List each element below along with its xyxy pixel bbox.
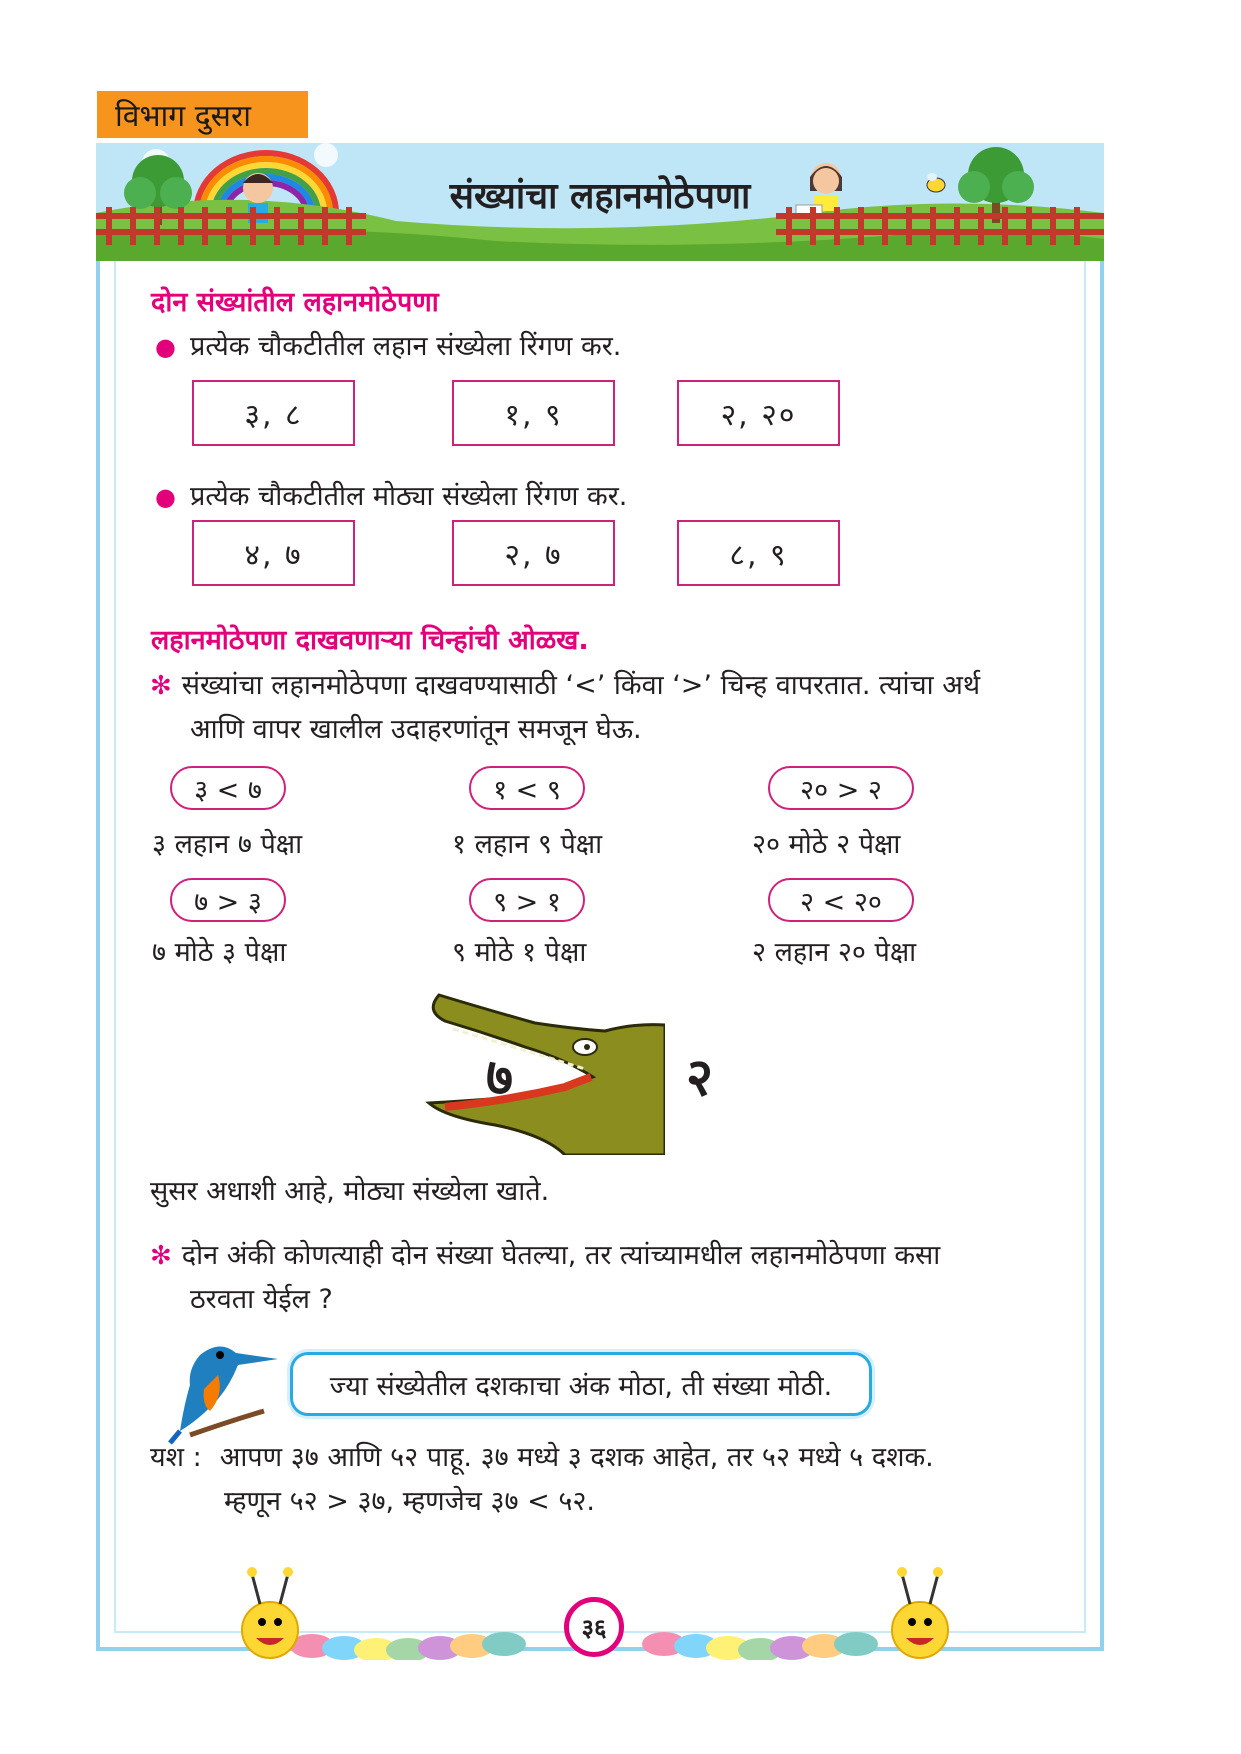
question-paragraph: ✻ दोन अंकी कोणत्याही दोन संख्या घेतल्या, तर त्यांच्यामधील लहानमोठेपणा कसा ठरवता येईल ? [150,1240,941,1315]
kingfisher-illustration [160,1335,280,1445]
section-tag: विभाग दुसरा [97,91,308,138]
example-expression: ३ < ७ [170,766,286,810]
number-box[interactable]: १, ९ [452,380,615,446]
kingfisher-icon [160,1335,280,1445]
asterisk-icon: ✻ [150,671,172,701]
page-title: संख्यांचा लहानमोठेपणा [449,176,751,217]
example-caption: २ लहान २० पेक्षा [752,937,917,968]
instruction-small: ● प्रत्येक चौकटीतील लहान संख्येला रिंगण कर. [155,331,622,362]
instruction-large: ● प्रत्येक चौकटीतील मोठ्या संख्येला रिंगण कर. [155,481,628,512]
yash-example: यश : आपण ३७ आणि ५२ पाहू. ३७ मध्ये ३ दशक आहेत, तर ५२ मध्ये ५ दशक. म्हणून ५२ > ३७, म्हणजेच ३७ < ५२. [150,1442,934,1517]
croc-number-left: ७ [486,1048,514,1108]
croc-caption: सुसर अधाशी आहे, मोठ्या संख्येला खाते. [150,1176,550,1207]
number-box[interactable]: ३, ८ [192,380,355,446]
bee-icon [927,173,945,192]
number-box[interactable]: ४, ७ [192,520,355,586]
example-caption: १ लहान ९ पेक्षा [452,829,603,860]
example-caption: २० मोठे २ पेक्षा [752,829,901,860]
example-expression: २० > २ [768,766,914,810]
example-caption: ७ मोठे ३ पेक्षा [152,937,287,968]
crocodile-icon [425,985,665,1155]
section-heading-comparison: दोन संख्यांतील लहानमोठेपणा [151,287,439,318]
example-expression: ७ > ३ [170,878,286,922]
number-box[interactable]: २, ७ [452,520,615,586]
croc-number-right: २ [686,1048,714,1108]
number-box[interactable]: २, २० [677,380,840,446]
page-number: ३६ [564,1597,624,1657]
bullet-icon: ● [155,333,176,361]
crocodile-illustration [425,985,665,1155]
example-expression: २ < २० [768,878,914,922]
bullet-icon: ● [155,483,176,511]
intro-paragraph: ✻ संख्यांचा लहानमोठेपणा दाखवण्यासाठी ‘<’ किंवा ‘>’ चिन्ह वापरतात. त्यांचा अर्थ आणि वापर खालील उदाहरणांतून समजून घेऊ. [150,670,981,745]
example-expression: १ < ९ [469,766,585,810]
asterisk-icon: ✻ [150,1241,172,1271]
example-caption: ९ मोठे १ पेक्षा [452,937,587,968]
section-heading-symbols: लहानमोठेपणा दाखवणाऱ्या चिन्हांची ओळख. [151,625,589,656]
example-expression: ९ > १ [469,878,585,922]
rule-callout: ज्या संख्येतील दशकाचा अंक मोठा, ती संख्या मोठी. [290,1352,872,1416]
example-caption: ३ लहान ७ पेक्षा [152,829,303,860]
number-box[interactable]: ८, ९ [677,520,840,586]
